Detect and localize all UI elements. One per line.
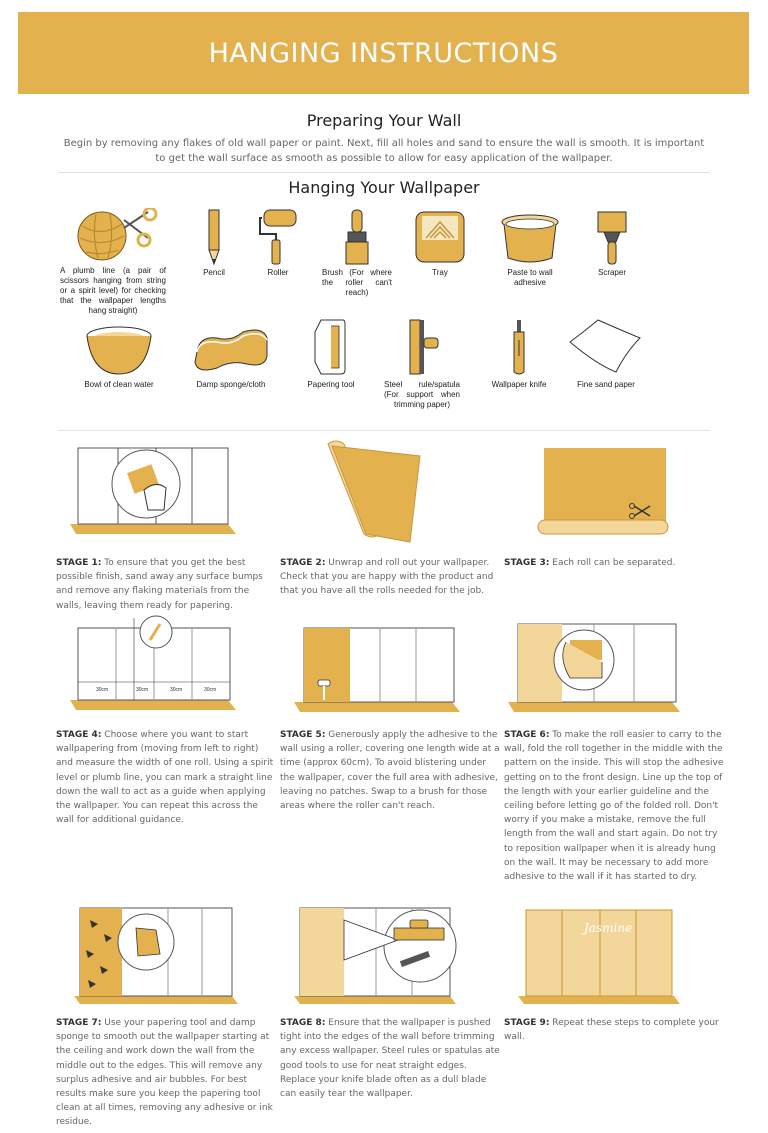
stage-label: STAGE 1: <box>56 558 102 568</box>
tool-sponge <box>188 322 274 390</box>
stage-description: Generously apply the adhesive to the wall using a roller, covering one length wide at a time (approx 60cm). To avoid blistering under the wallpaper, cover the full area with adhesive, leaving no patches. Swap to a brush for those areas where the roller can't reach. <box>280 730 500 812</box>
stage-description: Ensure that the wallpaper is pushed tight into the edges of the wall before trimming any excess wallpaper. Steel rules or spatulas ate good tools to use for neat straight edges. Replace your knife blade often as a dull blade can easily tear the wallpaper. <box>280 1018 500 1100</box>
stage-2-illustration <box>280 434 470 544</box>
stage-4 <box>56 612 274 832</box>
stage-text <box>504 1016 724 1044</box>
tool-label: Damp sponge/cloth <box>196 380 266 389</box>
stage-description: Use your papering tool and damp sponge to smooth out the wallpaper starting at the ceiling and work down the wall from the middle out to the edges. This will remove any surplus adhesive and air bubbles. For best results make sure you keep the papering tool clean at all times, removing any adhesive or ink residue. <box>56 1018 273 1128</box>
tool-brush <box>322 208 392 298</box>
tool-label: Brush (For where the roller can't reach) <box>322 268 392 297</box>
tool-label: Tray <box>432 268 448 277</box>
tool-plumb-line <box>60 208 166 316</box>
stage-8-illustration <box>280 900 470 1006</box>
measure-mark: 30cm <box>204 687 217 693</box>
stage-5-illustration <box>280 612 470 718</box>
stage-3 <box>504 440 714 610</box>
stage-description: Repeat these steps to complete your wall. <box>504 1018 719 1043</box>
stage-label: STAGE 9: <box>504 1018 550 1028</box>
stage-text <box>280 728 500 813</box>
stage-description: To make the roll easier to carry to the wall, fold the roll together in the middle with the pattern on the inside. This will stop the adhesive getting on to the front design. Line up the top of the length with your earlier guideline and the ceiling before letting go of the folded roll. Don't worry if you make a mistake, remove the full length from the wall and start again. Do not try to reposition wallpaper when it is already hung on the wall. It may be necessary to add more adhesive to the wall if it has started to dry. <box>504 730 724 883</box>
hanging-heading: Hanging Your Wallpaper <box>288 178 480 197</box>
tool-label: A plumb line (a pair of scissors hanging from string or a spirit level) for checking that the wallpaper lengths hang straight) <box>60 266 166 315</box>
tool-label: Pencil <box>203 268 225 277</box>
tool-bowl <box>76 322 162 390</box>
stage-description: Each roll can be separated. <box>549 558 676 568</box>
plumb-line-scissors-icon <box>68 208 158 264</box>
stage-label: STAGE 7: <box>56 1018 102 1028</box>
preparing-heading: Preparing Your Wall <box>306 111 462 130</box>
tool-papering <box>296 316 366 390</box>
stage-9 <box>504 900 719 1130</box>
jasmine-script: Jasmine <box>584 921 633 935</box>
stage-6-illustration <box>504 612 694 718</box>
stage-text <box>56 1016 276 1130</box>
stage-9-illustration <box>504 900 694 1006</box>
stage-text <box>56 556 276 613</box>
title-banner <box>18 12 749 94</box>
stage-7 <box>56 900 273 1130</box>
stage-6 <box>504 612 724 902</box>
tool-pencil <box>184 208 244 278</box>
page-title: HANGING INSTRUCTIONS <box>208 37 559 69</box>
sand-paper-icon <box>566 316 646 378</box>
stage-description: Choose where you want to start wallpapering from (moving from left to right) and measure the width of one roll. Using a spirit level or plumb line, you can mark a straight line down the wall to act as a guide when applying the wallpaper. You can repeat this across the wall for additional guidance. <box>56 730 274 826</box>
stage-8 <box>280 900 500 1130</box>
scraper-icon <box>594 208 630 266</box>
tray-icon <box>412 208 468 266</box>
stage-2 <box>280 434 494 604</box>
tool-paste <box>500 208 560 288</box>
tool-label: Wallpaper knife <box>491 380 547 389</box>
stage-7-illustration <box>56 900 246 1006</box>
tool-label: Bowl of clean water <box>84 380 154 389</box>
stage-text <box>280 556 500 599</box>
stage-4-illustration <box>56 612 246 718</box>
divider <box>58 430 710 431</box>
sponge-icon <box>191 322 271 378</box>
tool-label: Steel rule/spatula (For support when trimming paper) <box>384 380 460 409</box>
stage-description: Unwrap and roll out your wallpaper. Check that you are happy with the product and that you have all the rolls needed for the job. <box>280 558 494 597</box>
measure-mark: 30cm <box>136 687 149 693</box>
stage-label: STAGE 4: <box>56 730 102 740</box>
stage-label: STAGE 8: <box>280 1018 326 1028</box>
tool-tray <box>410 208 470 278</box>
stage-label: STAGE 2: <box>280 558 326 568</box>
measure-mark: 30cm <box>170 687 183 693</box>
tool-knife <box>484 316 554 390</box>
tool-scraper <box>582 208 642 278</box>
stage-text <box>504 728 724 884</box>
stage-text <box>280 1016 500 1101</box>
tool-steel-rule <box>384 316 460 410</box>
stage-1-illustration <box>56 440 246 544</box>
stage-label: STAGE 3: <box>504 558 550 568</box>
stage-label: STAGE 5: <box>280 730 326 740</box>
stage-text <box>56 728 276 827</box>
steel-rule-icon <box>402 316 442 378</box>
measure-mark: 30cm <box>96 687 109 693</box>
stage-1 <box>56 440 266 610</box>
stage-text <box>504 556 724 570</box>
tool-label: Paste to wall adhesive <box>507 268 553 287</box>
tool-roller <box>248 208 308 278</box>
stage-3-illustration <box>504 440 694 544</box>
stage-description: To ensure that you get the best possible finish, sand away any surface bumps and remove any flaking materials from the walls, leaving them ready for papering. <box>56 558 263 611</box>
brush-icon <box>342 208 372 266</box>
wallpaper-knife-icon <box>507 316 531 378</box>
tool-sand-paper <box>566 316 646 390</box>
tool-label: Scraper <box>597 268 626 277</box>
stage-label: STAGE 6: <box>504 730 550 740</box>
stage-5 <box>280 612 500 832</box>
pencil-icon <box>204 208 224 266</box>
paste-tub-icon <box>500 208 560 266</box>
bowl-icon <box>84 322 154 378</box>
papering-tool-icon <box>311 316 351 378</box>
tool-label: Papering tool <box>307 380 355 389</box>
tool-label: Fine sand paper <box>577 380 635 389</box>
preparing-text: Begin by removing any flakes of old wall paper or paint. Next, fill all holes and sand to ensure the wall is smooth. It is important to get the wall surface as smooth as possible to allow for easy application of the wallpaper. <box>63 138 705 164</box>
tool-label: Roller <box>267 268 289 277</box>
roller-icon <box>256 208 300 266</box>
divider <box>58 172 710 173</box>
